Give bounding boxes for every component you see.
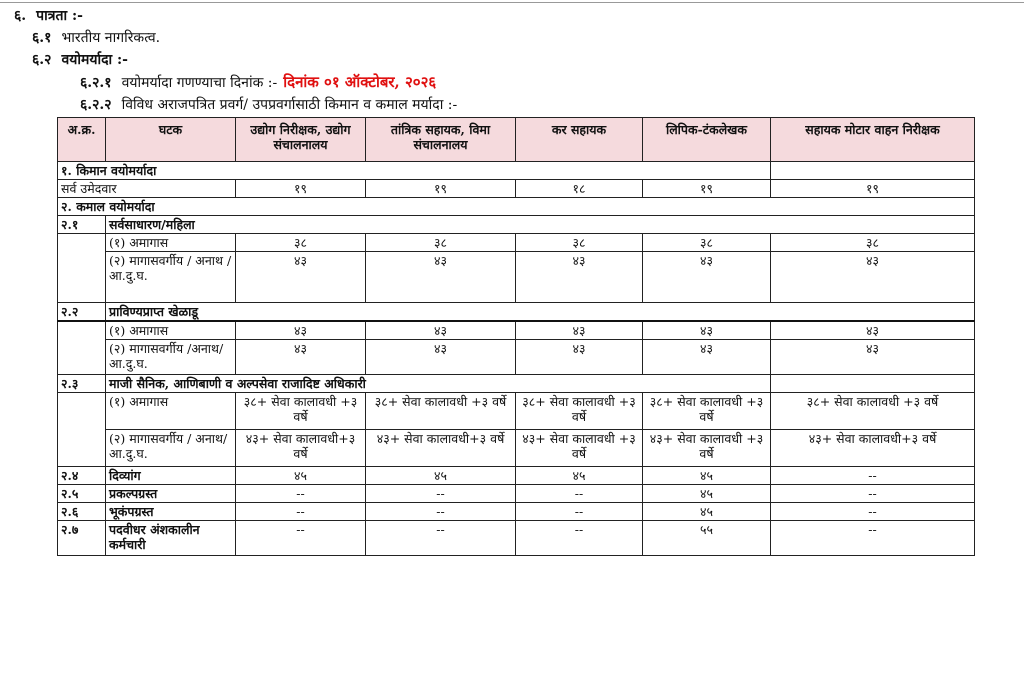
value-cell: ४३+ सेवा कालावधी +३ वर्षे <box>643 430 771 467</box>
empty-cell <box>58 393 106 467</box>
subsection-row <box>58 216 975 234</box>
empty-cell <box>771 375 975 393</box>
header-component: घटक <box>106 118 236 162</box>
empty-cell <box>771 162 975 180</box>
value-cell: १९ <box>643 180 771 198</box>
table-row <box>58 521 975 556</box>
section-label: १. किमान वयोमर्यादा <box>58 162 771 180</box>
row-number: २.१ <box>58 216 106 234</box>
section-title: पात्रता :- <box>36 8 83 24</box>
header-motor-vehicle-inspector: सहायक मोटार वाहन निरीक्षक <box>771 118 975 162</box>
section-row <box>58 162 975 180</box>
table-row <box>58 234 975 252</box>
item-text: वयोमर्यादा :- <box>61 52 128 68</box>
table-row <box>58 485 975 503</box>
subsection-label: माजी सैनिक, आणिबाणी व अल्पसेवा राजादिष्ट अधिकारी <box>106 375 771 393</box>
table-header-row <box>58 118 975 162</box>
value-cell: -- <box>516 521 643 556</box>
value-cell: ४३+ सेवा कालावधी +३ वर्षे <box>516 430 643 467</box>
value-cell: ४५ <box>643 485 771 503</box>
item-number: ६.२.२ <box>80 97 112 113</box>
row-label: (२) मागासवर्गीय / अनाथ / आ.दु.घ. <box>106 252 236 303</box>
item-text: वयोमर्यादा गणण्याचा दिनांक :- <box>121 75 278 91</box>
empty-cell <box>58 321 106 375</box>
row-label: (१) अमागास <box>106 393 236 430</box>
value-cell: ४३ <box>643 321 771 340</box>
row-label: भूकंपग्रस्त <box>106 503 236 521</box>
value-cell: १९ <box>771 180 975 198</box>
value-cell: ४३ <box>236 321 366 340</box>
value-cell: ४३+ सेवा कालावधी+३ वर्षे <box>771 430 975 467</box>
section-row <box>58 198 975 216</box>
item-text: भारतीय नागरिकत्व. <box>61 30 161 46</box>
subsection-row <box>58 375 975 393</box>
row-label: पदवीधर अंशकालीन कर्मचारी <box>106 521 236 556</box>
reference-date: दिनांक ०१ ऑक्टोबर, २०२६ <box>283 73 437 91</box>
item-number: ६.२.१ <box>80 75 112 91</box>
header-technical-assistant: तांत्रिक सहायक, विमा संचालनालय <box>366 118 516 162</box>
item-6-2-1 <box>80 73 436 92</box>
row-number: २.३ <box>58 375 106 393</box>
row-number: २.५ <box>58 485 106 503</box>
row-label: (२) मागासवर्गीय /अनाथ/आ.दु.घ. <box>106 340 236 375</box>
table-row <box>58 467 975 485</box>
value-cell: ३८+ सेवा कालावधी +३ वर्षे <box>516 393 643 430</box>
age-limit-table <box>57 117 975 556</box>
value-cell: -- <box>516 503 643 521</box>
value-cell: ४३ <box>643 340 771 375</box>
value-cell: ४३ <box>236 340 366 375</box>
value-cell: ४३ <box>516 252 643 303</box>
value-cell: ४३ <box>516 321 643 340</box>
value-cell: ४३ <box>643 252 771 303</box>
item-number: ६.२ <box>32 52 52 68</box>
item-6-1 <box>32 29 160 47</box>
item-number: ६.१ <box>32 30 52 46</box>
value-cell: ३८+ सेवा कालावधी +३ वर्षे <box>236 393 366 430</box>
section-number: ६. <box>14 8 27 24</box>
row-label: सर्व उमेदवार <box>58 180 236 198</box>
value-cell: ४५ <box>516 467 643 485</box>
value-cell: ४३ <box>771 340 975 375</box>
value-cell: ४५ <box>643 467 771 485</box>
value-cell: १९ <box>366 180 516 198</box>
table-row <box>58 340 975 375</box>
value-cell: ३८ <box>516 234 643 252</box>
row-label: (१) अमागास <box>106 234 236 252</box>
section-heading <box>14 7 83 25</box>
value-cell: -- <box>366 521 516 556</box>
value-cell: -- <box>236 485 366 503</box>
item-6-2 <box>32 51 128 69</box>
table-row <box>58 321 975 340</box>
value-cell: ४३ <box>366 252 516 303</box>
value-cell: ४३ <box>236 252 366 303</box>
value-cell: ४३ <box>516 340 643 375</box>
value-cell: -- <box>236 503 366 521</box>
value-cell: ४३ <box>366 321 516 340</box>
value-cell: ४५ <box>236 467 366 485</box>
value-cell: -- <box>771 467 975 485</box>
value-cell: ३८ <box>771 234 975 252</box>
table-row <box>58 503 975 521</box>
value-cell: ४५ <box>643 503 771 521</box>
row-label: दिव्यांग <box>106 467 236 485</box>
header-clerk-typist: लिपिक-टंकलेखक <box>643 118 771 162</box>
empty-cell <box>58 234 106 303</box>
value-cell: ४३ <box>771 252 975 303</box>
row-number: २.२ <box>58 303 106 322</box>
subsection-label: प्राविण्यप्राप्त खेळाडू <box>106 303 975 322</box>
table-row <box>58 430 975 467</box>
header-industry-inspector: उद्योग निरीक्षक, उद्योग संचालनालय <box>236 118 366 162</box>
value-cell: -- <box>771 503 975 521</box>
value-cell: ४३ <box>771 321 975 340</box>
header-tax-assistant: कर सहायक <box>516 118 643 162</box>
row-number: २.७ <box>58 521 106 556</box>
value-cell: ३८+ सेवा कालावधी +३ वर्षे <box>366 393 516 430</box>
value-cell: -- <box>771 521 975 556</box>
item-6-2-2 <box>80 96 457 114</box>
row-label: (१) अमागास <box>106 321 236 340</box>
subsection-label: सर्वसाधारण/महिला <box>106 216 975 234</box>
value-cell: ३८ <box>643 234 771 252</box>
item-text: विविध अराजपत्रित प्रवर्ग/ उपप्रवर्गासाठी किमान व कमाल मर्यादा :- <box>121 97 458 113</box>
value-cell: ४३+ सेवा कालावधी+३ वर्षे <box>236 430 366 467</box>
value-cell: ५५ <box>643 521 771 556</box>
value-cell: ३८+ सेवा कालावधी +३ वर्षे <box>643 393 771 430</box>
value-cell: ४३ <box>366 340 516 375</box>
subsection-row <box>58 303 975 322</box>
table-row <box>58 180 975 198</box>
row-label: प्रकल्पग्रस्त <box>106 485 236 503</box>
row-number: २.६ <box>58 503 106 521</box>
value-cell: -- <box>771 485 975 503</box>
table-row <box>58 393 975 430</box>
value-cell: -- <box>366 485 516 503</box>
value-cell: ३८ <box>366 234 516 252</box>
value-cell: -- <box>516 485 643 503</box>
value-cell: -- <box>236 521 366 556</box>
value-cell: ३८+ सेवा कालावधी +३ वर्षे <box>771 393 975 430</box>
value-cell: १८ <box>516 180 643 198</box>
row-number: २.४ <box>58 467 106 485</box>
row-label: (२) मागासवर्गीय / अनाथ/आ.दु.घ. <box>106 430 236 467</box>
section-label: २. कमाल वयोमर्यादा <box>58 198 975 216</box>
header-serial: अ.क्र. <box>58 118 106 162</box>
value-cell: ४५ <box>366 467 516 485</box>
value-cell: ३८ <box>236 234 366 252</box>
table-row <box>58 252 975 303</box>
top-rule <box>0 2 1024 3</box>
value-cell: १९ <box>236 180 366 198</box>
value-cell: ४३+ सेवा कालावधी+३ वर्षे <box>366 430 516 467</box>
value-cell: -- <box>366 503 516 521</box>
